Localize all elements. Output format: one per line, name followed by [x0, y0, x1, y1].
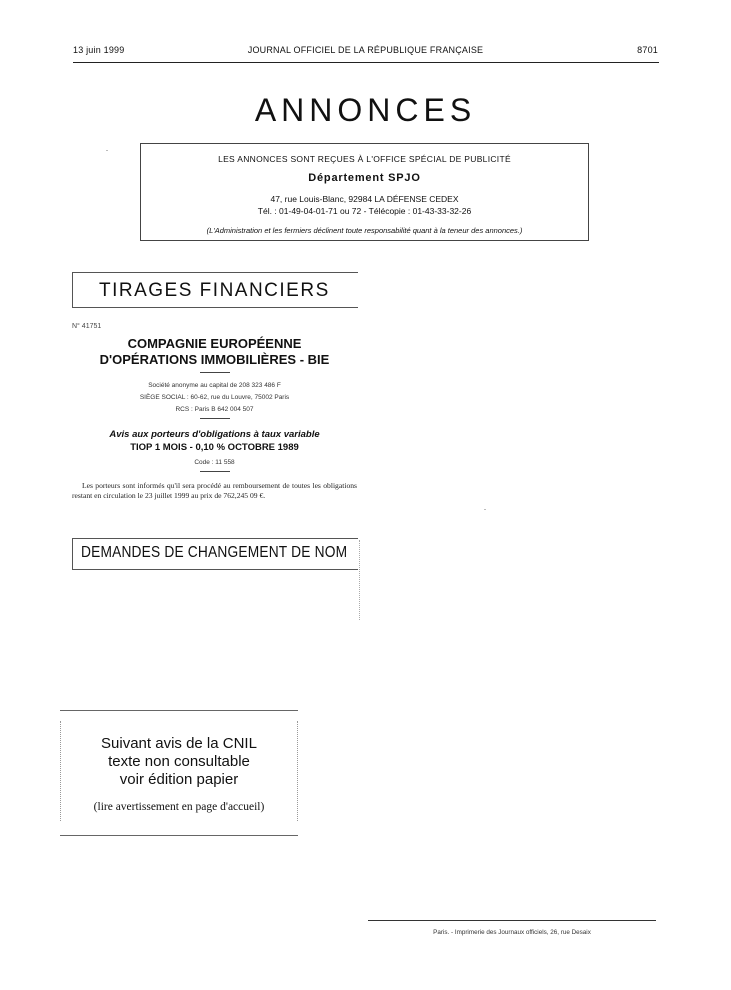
- office-info-box: [140, 143, 589, 241]
- office-disclaimer: (L'Administration et les fermiers déclinent toute responsabilité quant à la teneur des annonces.): [206, 226, 523, 235]
- cnil-line3: voir édition papier: [119, 771, 239, 788]
- cnil-line1: Suivant avis de la CNIL: [101, 735, 257, 752]
- printer-imprint: Paris. - Imprimerie des Journaux officiels, 26, rue Desaix: [433, 929, 591, 936]
- office-department: Département SPJO: [308, 172, 421, 184]
- company-capital: Société anonyme au capital de 208 323 486 F: [148, 382, 281, 389]
- notice-number: N° 41751: [72, 323, 102, 330]
- section-heading: DEMANDES DE CHANGEMENT DE NOM: [81, 544, 348, 561]
- scan-speck: [106, 150, 108, 151]
- bond-title: TIOP 1 MOIS - 0,10 % OCTOBRE 1989: [130, 442, 299, 453]
- header-rule: [73, 62, 659, 63]
- divider: [200, 372, 230, 373]
- office-intro: LES ANNONCES SONT REÇUES À L'OFFICE SPÉCIAL DE PUBLICITÉ: [218, 154, 511, 164]
- cnil-notice-box: [60, 710, 298, 836]
- page-title: ANNONCES: [254, 92, 477, 128]
- section-tirages-financiers: [72, 272, 358, 308]
- header-date: 13 juin 1999: [73, 45, 125, 55]
- header-page-number: 8701: [637, 45, 658, 55]
- cnil-warning: (lire avertissement en page d'accueil): [93, 801, 265, 813]
- cnil-line2: texte non consultable: [108, 753, 250, 770]
- divider: [200, 471, 230, 472]
- bond-code: Code : 11 558: [194, 459, 235, 466]
- section-heading: TIRAGES FINANCIERS: [99, 280, 330, 301]
- company-name-line2: D'OPÉRATIONS IMMOBILIÈRES - BIE: [99, 352, 330, 367]
- notice-text: [72, 481, 357, 501]
- divider: [200, 418, 230, 419]
- section-demandes-changement-nom: [72, 538, 358, 570]
- footer-rule: [368, 920, 656, 921]
- header-journal-title: JOURNAL OFFICIEL DE LA RÉPUBLIQUE FRANÇAISE: [247, 45, 484, 55]
- company-address: SIÈGE SOCIAL : 60-62, rue du Louvre, 75002 Paris: [139, 394, 290, 401]
- office-phone: Tél. : 01-49-04-01-71 ou 72 - Télécopie : 01-43-33-32-26: [257, 206, 472, 216]
- column-guide: [359, 540, 360, 620]
- notice-subject: Avis aux porteurs d'obligations à taux variable: [109, 429, 320, 440]
- company-rcs: RCS : Paris B 642 004 507: [175, 406, 254, 413]
- notice-paragraph: Les porteurs sont informés qu'il sera procédé au remboursement de toutes les obligations restant en circulation le 23 juillet 1999 au prix de 762,245 09 €.: [72, 481, 357, 500]
- company-name-line1: COMPAGNIE EUROPÉENNE: [127, 336, 302, 351]
- scan-speck: [484, 509, 486, 510]
- office-address: 47, rue Louis-Blanc, 92984 LA DÉFENSE CEDEX: [270, 194, 459, 204]
